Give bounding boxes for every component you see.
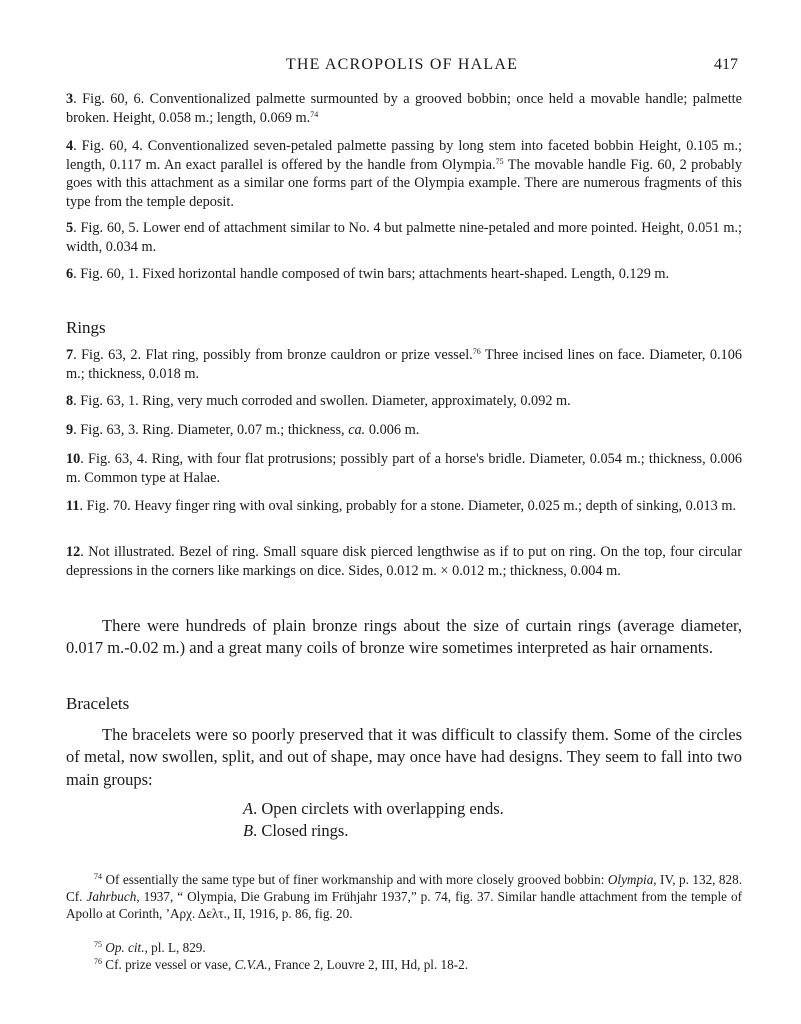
catalog-entry-9 [66, 421, 742, 440]
footnote-text: , IV, p. 132, 828. Cf. [66, 872, 743, 905]
entry-text-continued: The movable handle Fig. 60, 2 probably goes with this attachment as a similar one forms part of the Olympia example. There are numerous fragments of this type from the temple deposit. [66, 156, 742, 211]
page-number: 417 [714, 56, 738, 73]
footnote-text: Of essentially the same type but of finer workmanship and with more closely grooved bobbin: [102, 872, 605, 888]
entry-text: . Not illustrated. Bezel of ring. Small square disk pierced lengthwise as if to put on ring. On the top, four circular depressions in the corners like markings on dice. Sides, 0.012 m. × 0.012 m.; thickness, 0.004 m. [66, 544, 742, 579]
group-b [243, 820, 504, 842]
entry-text: . Fig. 63, 4. Ring, with four flat protrusions; possibly part of a horse's bridle. Diameter, 0.054 m.; thickness, 0.006 m. Common type at Halae. [66, 451, 742, 486]
catalog-entry-4 [66, 137, 742, 211]
running-head [66, 56, 738, 78]
footnote-ref: 75 [495, 156, 504, 166]
entry-text-continued: Three incised lines on face. Diameter, 0.106 m.; thickness, 0.018 m. [66, 347, 743, 382]
section-heading-rings: Rings [66, 318, 106, 337]
catalog-entry-6 [66, 265, 742, 284]
catalog-entry-11 [66, 497, 742, 516]
catalog-entry-10 [66, 450, 742, 487]
catalog-entry-8 [66, 392, 742, 411]
group-text: . Closed rings. [253, 821, 349, 840]
entry-number: 8 [66, 393, 74, 410]
catalog-entry-7 [66, 346, 742, 383]
footnote-italic: Jahrbuch [86, 889, 137, 905]
footnote-text: , France 2, Louvre 2, III, Hd, pl. 18-2. [267, 957, 469, 973]
footnote-text: , 1937, “ Olympia, Die Grabung im Frühjahr 1937,” p. 74, fig. 37. Similar handle attachment from the temple of Apollo at Corinth, ’Αρχ. Δελτ., II, 1916, p. 86, fig. 20. [66, 889, 742, 922]
entry-text: . Fig. 60, 1. Fixed horizontal handle composed of twin bars; attachments heart-shaped. Length, 0.129 m. [73, 266, 670, 283]
entry-text: . Fig. 63, 2. Flat ring, possibly from bronze cauldron or prize vessel. [73, 347, 473, 364]
footnote-75 [66, 939, 742, 956]
entry-number: 5 [66, 220, 74, 237]
group-text: . Open circlets with overlapping ends. [253, 799, 504, 818]
entry-text: . Fig. 60, 4. Conventionalized seven-petaled palmette passing by long stem into faceted bobbin Height, 0.105 m.; length, 0.117 m. An exact parallel is offered by the handle from Olympia. [66, 138, 742, 173]
footnote-ref: 74 [310, 109, 319, 119]
group-a [243, 798, 504, 820]
footnote-74 [66, 871, 742, 922]
bracelets-paragraph: The bracelets were so poorly preserved that it was difficult to classify them. Some of the circles of metal, now swollen, split, and out of shape, may once have had designs. They seem to fall into two main groups: [66, 724, 742, 789]
entry-text-continued: 0.006 m. [365, 422, 420, 439]
entry-number: 6 [66, 266, 74, 283]
catalog-entry-5 [66, 219, 742, 256]
footnote-italic: C.V.A. [234, 957, 268, 973]
entry-text: . Fig. 60, 5. Lower end of attachment similar to No. 4 but palmette nine-petaled and more pointed. Height, 0.051 m.; width, 0.034 m. [66, 220, 742, 255]
entry-text: . Fig. 70. Heavy finger ring with oval sinking, probably for a stone. Diameter, 0.025 m.; depth of sinking, 0.013 m. [79, 498, 737, 515]
entry-number: 11 [66, 498, 80, 515]
footnote-mark: 76 [94, 957, 102, 967]
entry-number: 9 [66, 422, 74, 439]
entry-number: 3 [66, 91, 74, 108]
footnote-text: Cf. prize vessel or vase, [102, 957, 235, 973]
running-title: THE ACROPOLIS OF HALAE [285, 56, 519, 73]
entry-number: 10 [66, 451, 81, 468]
section-heading-bracelets: Bracelets [66, 694, 130, 713]
group-letter: A [243, 799, 254, 818]
catalog-entry-12 [66, 543, 742, 580]
footnote-text: , pl. L, 829. [144, 940, 206, 956]
footnote-mark: 74 [94, 872, 102, 882]
plain-rings-paragraph: There were hundreds of plain bronze rings about the size of curtain rings (average diameter, 0.017 m.-0.02 m.) and a great many coils of bronze wire sometimes interpreted as hair ornaments. [66, 615, 742, 657]
footnote-76 [66, 956, 742, 973]
footnote-italic: Olympia [607, 872, 654, 888]
entry-text: . Fig. 63, 3. Ring. Diameter, 0.07 m.; thickness, [73, 422, 349, 439]
group-letter: B [243, 821, 254, 840]
bracelet-groups-list [243, 798, 504, 842]
footnote-ref: 76 [472, 347, 481, 357]
entry-number: 12 [66, 544, 81, 561]
footnote-italic: Op. cit. [105, 940, 145, 956]
footnote-mark: 75 [94, 940, 102, 950]
entry-number: 4 [66, 138, 74, 155]
entry-text: . Fig. 60, 6. Conventionalized palmette surmounted by a grooved bobbin; once held a movable handle; palmette broken. Height, 0.058 m.; length, 0.069 m. [66, 91, 742, 126]
entry-text: . Fig. 63, 1. Ring, very much corroded and swollen. Diameter, approximately, 0.092 m. [73, 393, 571, 410]
catalog-entry-3 [66, 90, 742, 127]
entry-number: 7 [66, 347, 74, 364]
entry-text-italic: ca. [348, 422, 366, 439]
